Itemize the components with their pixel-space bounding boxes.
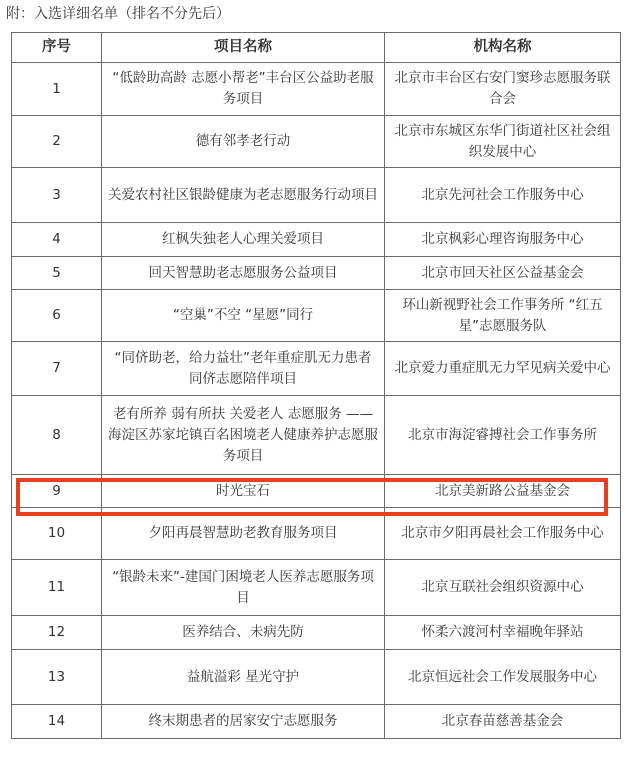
table-row	[12, 650, 621, 705]
selection-table	[11, 32, 621, 739]
row-serial-number: 7	[12, 342, 102, 396]
row-project-name: 终末期患者的居家安宁志愿服务	[102, 705, 385, 739]
row-project-name: 红枫失独老人心理关爱项目	[102, 223, 385, 257]
row-project-name: 关爱农村社区银龄健康为老志愿服务行动项目	[102, 168, 385, 223]
header-project-name: 项目名称	[102, 33, 385, 63]
row-organization-name: 北京市丰台区右安门窦珍志愿服务联合会	[385, 63, 621, 116]
row-serial-number: 6	[12, 290, 102, 342]
row-project-name: 时光宝石	[102, 475, 385, 508]
header-serial-number: 序号	[12, 33, 102, 63]
row-organization-name: 北京市海淀睿搏社会工作事务所	[385, 396, 621, 475]
row-organization-name: 北京枫彩心理咨询服务中心	[385, 223, 621, 257]
row-serial-number: 4	[12, 223, 102, 257]
row-project-name: “低龄助高龄 志愿小帮老”丰台区公益助老服务项目	[102, 63, 385, 116]
row-project-name: 回天智慧助老志愿服务公益项目	[102, 257, 385, 290]
row-serial-number: 14	[12, 705, 102, 739]
row-serial-number: 9	[12, 475, 102, 508]
row-organization-name: 北京春苗慈善基金会	[385, 705, 621, 739]
row-project-name: 夕阳再晨智慧助老教育服务项目	[102, 508, 385, 560]
row-serial-number: 8	[12, 396, 102, 475]
table-row	[12, 342, 621, 396]
list-caption: 附：入选详细名单（排名不分先后）	[6, 6, 230, 22]
table-row	[12, 616, 621, 650]
row-serial-number: 5	[12, 257, 102, 290]
table-row	[12, 116, 621, 168]
table-row	[12, 257, 621, 290]
row-serial-number: 11	[12, 560, 102, 616]
header-organization-name: 机构名称	[385, 33, 621, 63]
row-organization-name: 环山新视野社会工作事务所 “红五星”志愿服务队	[385, 290, 621, 342]
table-row	[12, 290, 621, 342]
table-header-row	[12, 33, 621, 63]
row-organization-name: 北京先河社会工作服务中心	[385, 168, 621, 223]
row-project-name: 老有所养 弱有所扶 关爱老人 志愿服务 ——海淀区苏家坨镇百名困境老人健康养护志愿服务项目	[102, 396, 385, 475]
row-project-name: “空巢”不空 “星愿”同行	[102, 290, 385, 342]
table-row	[12, 168, 621, 223]
row-organization-name: 北京爱力重症肌无力罕见病关爱中心	[385, 342, 621, 396]
row-organization-name: 北京市东城区东华门街道社区社会组织发展中心	[385, 116, 621, 168]
table-row	[12, 705, 621, 739]
row-serial-number: 12	[12, 616, 102, 650]
row-serial-number: 13	[12, 650, 102, 705]
row-serial-number: 2	[12, 116, 102, 168]
row-serial-number: 10	[12, 508, 102, 560]
table-row	[12, 475, 621, 508]
row-serial-number: 3	[12, 168, 102, 223]
table-row	[12, 508, 621, 560]
row-project-name: “银龄未来”-建国门困境老人医养志愿服务项目	[102, 560, 385, 616]
row-project-name: 医养结合、未病先防	[102, 616, 385, 650]
row-serial-number: 1	[12, 63, 102, 116]
row-project-name: “同侪助老，给力益壮”老年重症肌无力患者同侪志愿陪伴项目	[102, 342, 385, 396]
row-organization-name: 怀柔六渡河村幸福晚年驿站	[385, 616, 621, 650]
row-project-name: 益航溢彩 星光守护	[102, 650, 385, 705]
table-row	[12, 560, 621, 616]
row-organization-name: 北京互联社会组织资源中心	[385, 560, 621, 616]
row-project-name: 德有邻孝老行动	[102, 116, 385, 168]
row-organization-name: 北京市夕阳再晨社会工作服务中心	[385, 508, 621, 560]
table-row	[12, 223, 621, 257]
table-row	[12, 63, 621, 116]
row-organization-name: 北京美新路公益基金会	[385, 475, 621, 508]
row-organization-name: 北京恒远社会工作发展服务中心	[385, 650, 621, 705]
row-organization-name: 北京市回天社区公益基金会	[385, 257, 621, 290]
table-row	[12, 396, 621, 475]
